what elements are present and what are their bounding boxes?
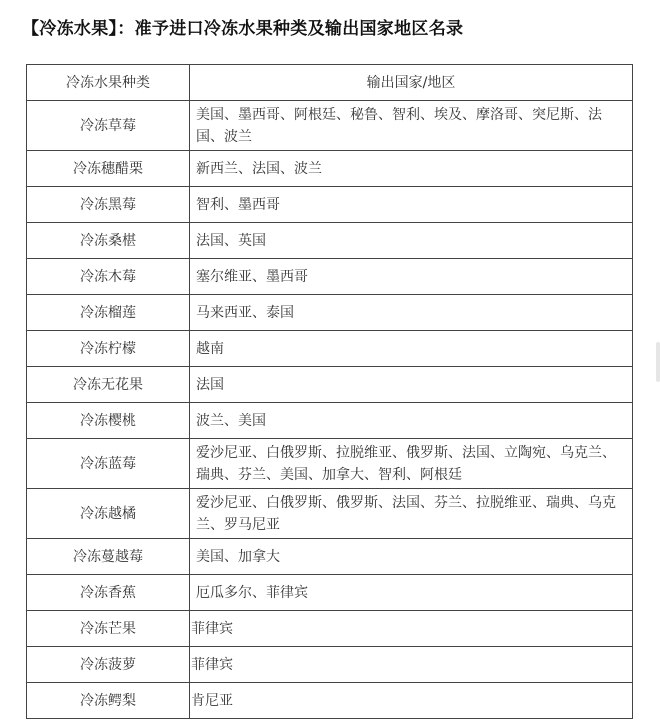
table-row <box>27 187 633 223</box>
header-fruit-type: 冷冻水果种类 <box>27 65 190 101</box>
countries-cell: 法国、英国 <box>190 223 633 259</box>
fruit-name-cell: 冷冻香蕉 <box>27 575 190 611</box>
countries-cell: 菲律宾 <box>190 611 633 647</box>
table-row <box>27 439 633 489</box>
table-row <box>27 151 633 187</box>
countries-cell: 塞尔维亚、墨西哥 <box>190 259 633 295</box>
table-row <box>27 683 633 719</box>
countries-cell: 菲律宾 <box>190 647 633 683</box>
table-row <box>27 575 633 611</box>
table-row <box>27 489 633 539</box>
countries-cell: 波兰、美国 <box>190 403 633 439</box>
countries-cell: 美国、墨西哥、阿根廷、秘鲁、智利、埃及、摩洛哥、突尼斯、法国、波兰 <box>190 101 633 151</box>
table-row <box>27 223 633 259</box>
table-row <box>27 403 633 439</box>
fruit-name-cell: 冷冻樱桃 <box>27 403 190 439</box>
table-row <box>27 647 633 683</box>
table-row <box>27 259 633 295</box>
fruit-name-cell: 冷冻柠檬 <box>27 331 190 367</box>
countries-cell: 马来西亚、泰国 <box>190 295 633 331</box>
fruit-name-cell: 冷冻草莓 <box>27 101 190 151</box>
countries-cell: 智利、墨西哥 <box>190 187 633 223</box>
countries-cell: 法国 <box>190 367 633 403</box>
page-title: 【冷冻水果】：准予进口冷冻水果种类及输出国家地区名录 <box>22 19 464 39</box>
countries-cell: 越南 <box>190 331 633 367</box>
table-row <box>27 611 633 647</box>
fruit-name-cell: 冷冻蓝莓 <box>27 439 190 489</box>
fruit-name-cell: 冷冻黑莓 <box>27 187 190 223</box>
fruit-name-cell: 冷冻芒果 <box>27 611 190 647</box>
countries-cell: 新西兰、法国、波兰 <box>190 151 633 187</box>
header-export-countries: 输出国家/地区 <box>190 65 633 101</box>
table-row <box>27 539 633 575</box>
fruit-name-cell: 冷冻穗醋栗 <box>27 151 190 187</box>
fruit-name-cell: 冷冻无花果 <box>27 367 190 403</box>
table-row <box>27 101 633 151</box>
table-row <box>27 367 633 403</box>
fruit-country-table <box>26 64 633 719</box>
fruit-name-cell: 冷冻榴莲 <box>27 295 190 331</box>
table-row <box>27 331 633 367</box>
table-header-row <box>27 65 633 101</box>
fruit-name-cell: 冷冻鳄梨 <box>27 683 190 719</box>
fruit-name-cell: 冷冻桑椹 <box>27 223 190 259</box>
countries-cell: 美国、加拿大 <box>190 539 633 575</box>
countries-cell: 厄瓜多尔、菲律宾 <box>190 575 633 611</box>
fruit-name-cell: 冷冻菠萝 <box>27 647 190 683</box>
fruit-name-cell: 冷冻木莓 <box>27 259 190 295</box>
countries-cell: 肯尼亚 <box>190 683 633 719</box>
table-row <box>27 295 633 331</box>
fruit-name-cell: 冷冻越橘 <box>27 489 190 539</box>
countries-cell: 爱沙尼亚、白俄罗斯、俄罗斯、法国、芬兰、拉脱维亚、瑞典、乌克兰、罗马尼亚 <box>190 489 633 539</box>
scrollbar-thumb[interactable] <box>656 342 660 382</box>
countries-cell: 爱沙尼亚、白俄罗斯、拉脱维亚、俄罗斯、法国、立陶宛、乌克兰、瑞典、芬兰、美国、加拿大、智利、阿根廷 <box>190 439 633 489</box>
fruit-name-cell: 冷冻蔓越莓 <box>27 539 190 575</box>
